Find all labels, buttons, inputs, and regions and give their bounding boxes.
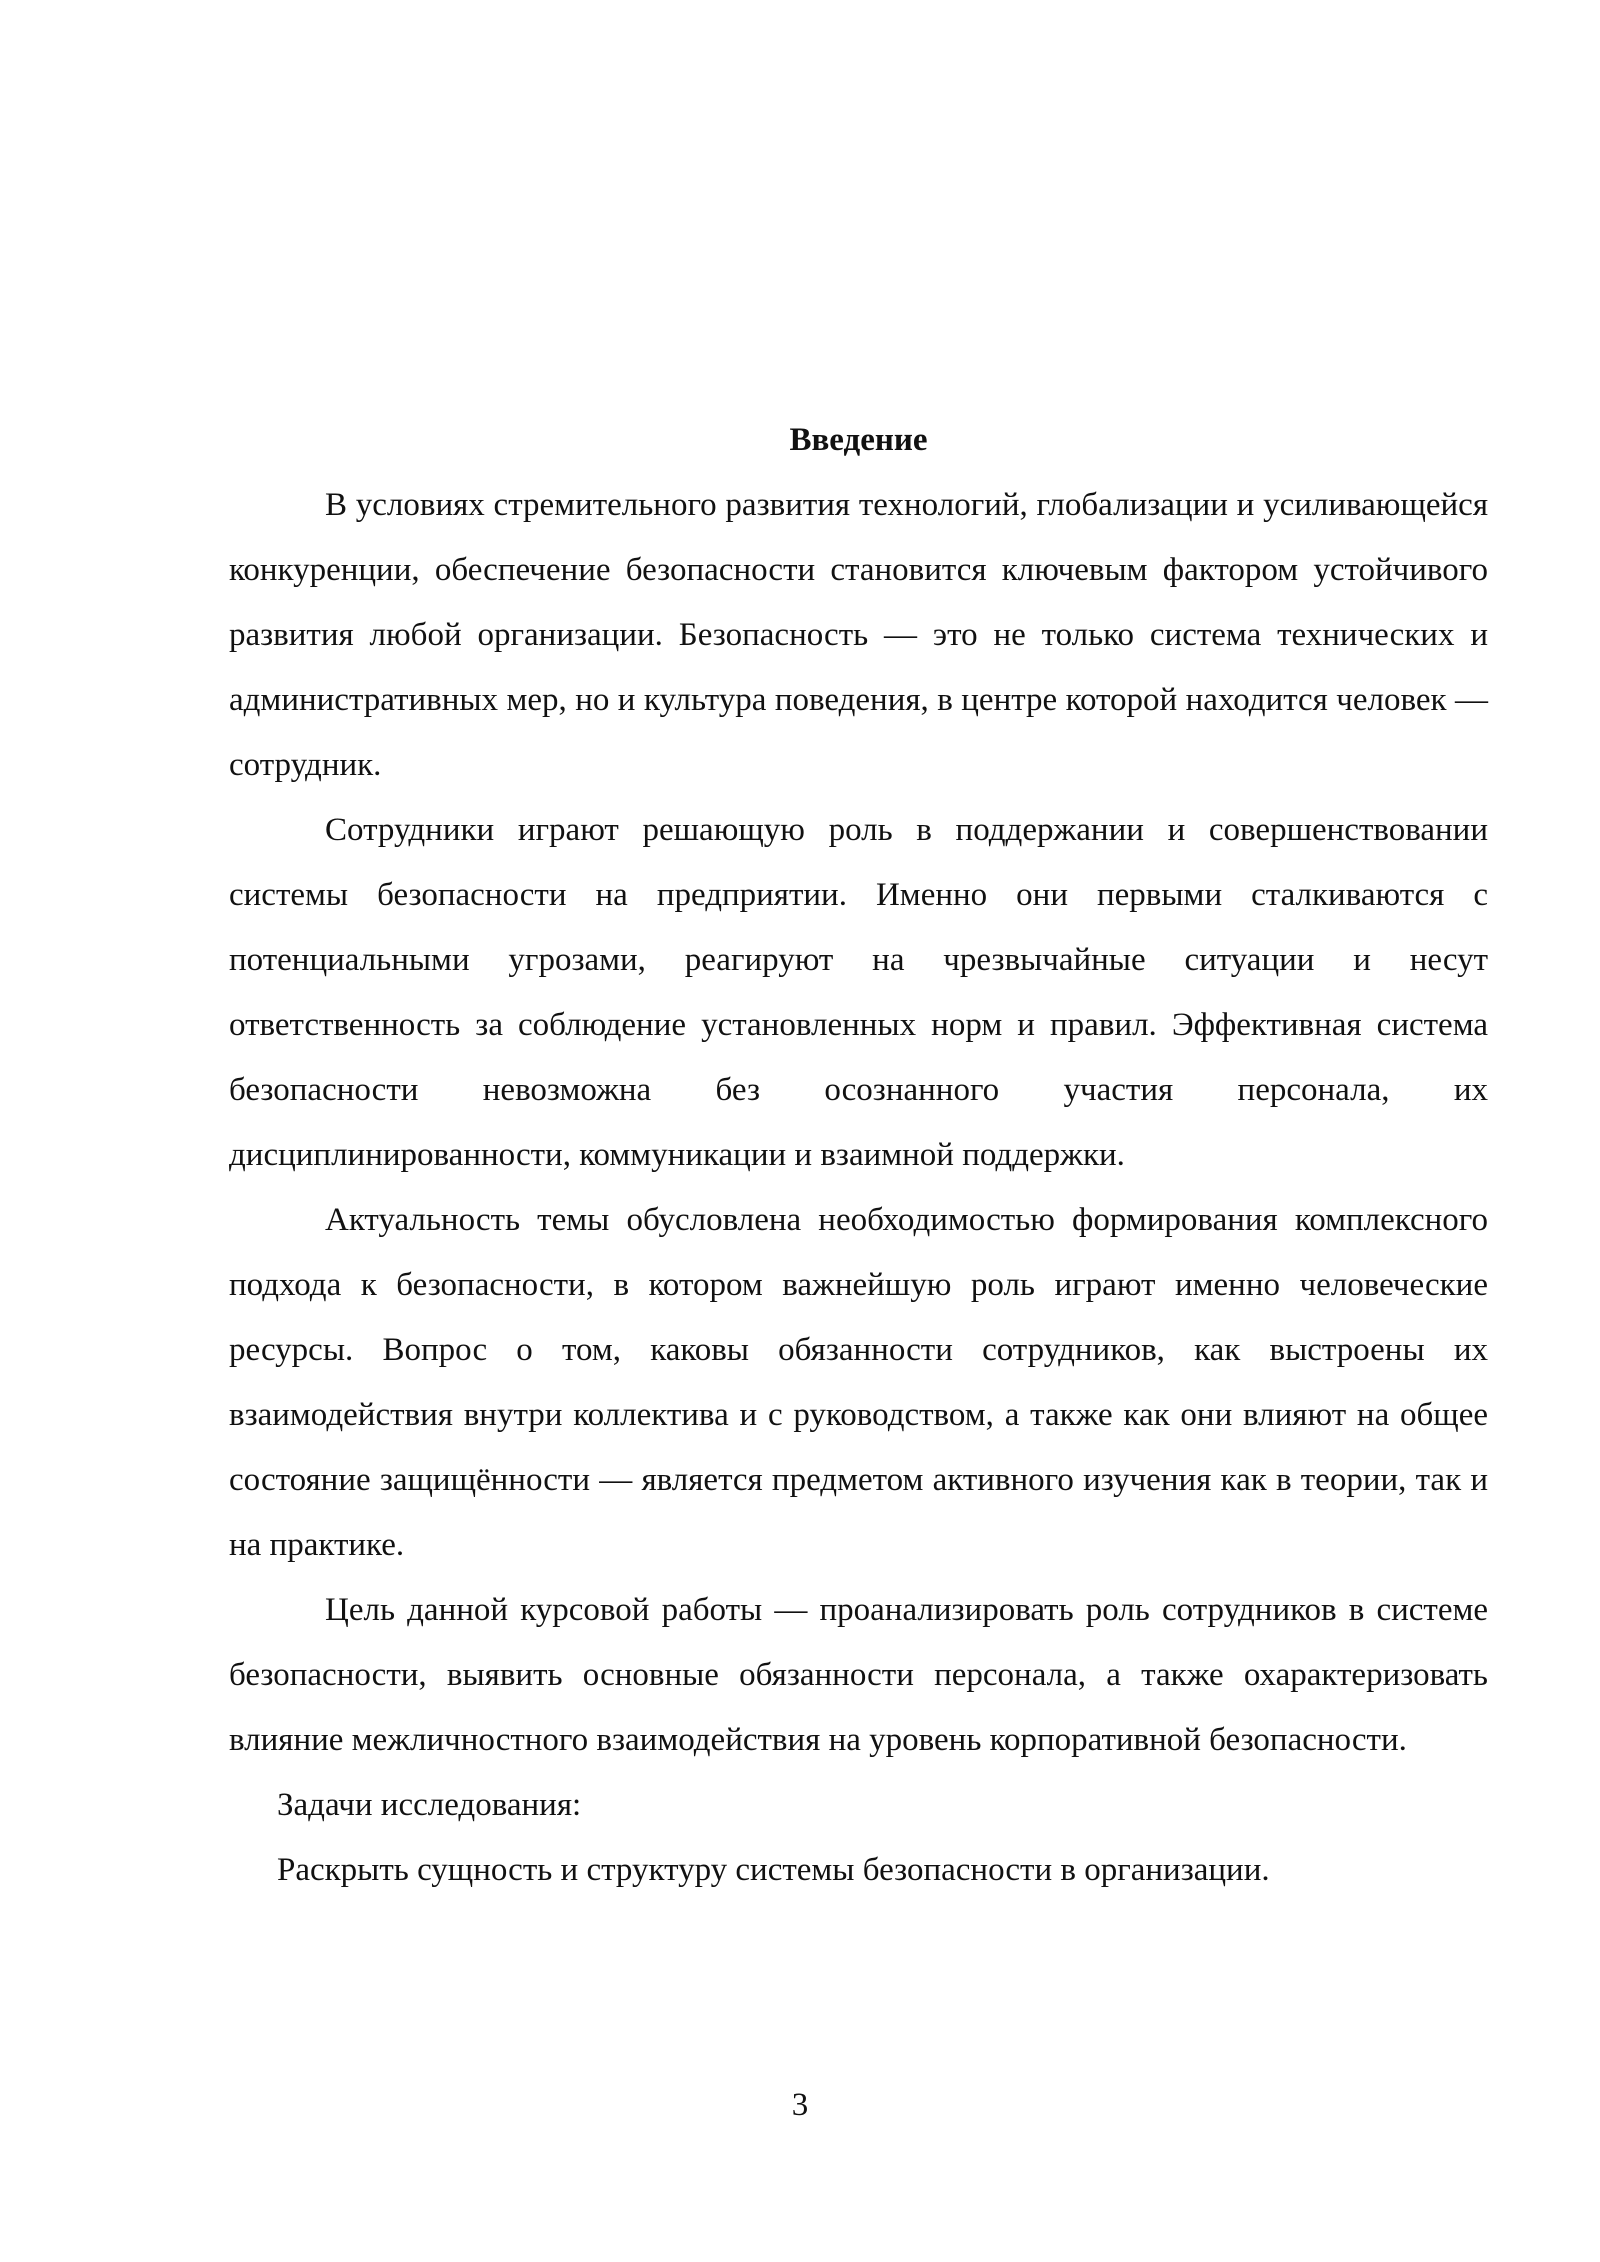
paragraph-intro: В условиях стремительного развития технологий, глобализации и усиливающейся конкуренции, обеспечение безопасности становится ключевым фактором устойчивого развития любой организации. Безопасность — это не только система технических и административных мер, но и культура поведения, в центре которой находится человек — сотрудник. <box>229 487 1488 783</box>
task-item: Раскрыть сущность и структуру системы безопасности в организации. <box>277 1852 1270 1888</box>
page-body <box>229 408 1488 1903</box>
paragraph-goal: Цель данной курсовой работы — проанализировать роль сотрудников в системе безопасности, выявить основные обязанности персонала, а также охарактеризовать влияние межличностного взаимодействия на уровень корпоративной безопасности. <box>229 1592 1488 1758</box>
paragraph-employees-role: Сотрудники играют решающую роль в поддержании и совершенствовании системы безопасности на предприятии. Именно они первыми сталкиваются с потенциальными угрозами, реагируют на чрезвычайные ситуации и несут ответственность за соблюдение установленных норм и правил. Эффективная система безопасности невозможна без осознанного участия персонала, их дисциплинированности, коммуникации и взаимной поддержки. <box>229 812 1488 1173</box>
section-heading: Введение <box>789 422 928 458</box>
page-number: 3 <box>791 2087 809 2123</box>
paragraph-relevance: Актуальность темы обусловлена необходимостью формирования комплексного подхода к безопасности, в котором важнейшую роль играют именно человеческие ресурсы. Вопрос о том, каковы обязанности сотрудников, как выстроены их взаимодействия внутри коллектива и с руководством, а также как они влияют на общее состояние защищённости — является предметом активного изучения как в теории, так и на практике. <box>229 1202 1488 1563</box>
tasks-label: Задачи исследования: <box>277 1787 582 1823</box>
